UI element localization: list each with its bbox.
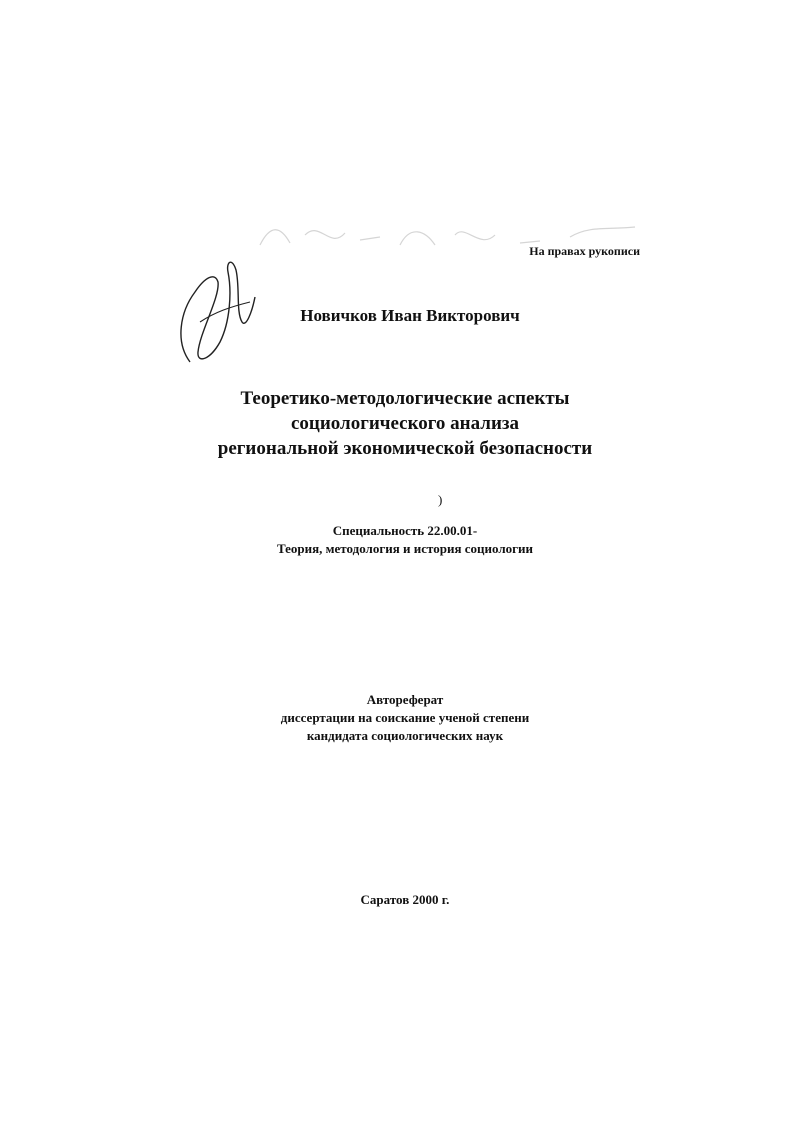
specialty-block (200, 522, 610, 558)
dissertation-title (150, 386, 660, 461)
manuscript-rights-note: На правах рукописи (529, 244, 640, 258)
abstract-line: Автореферат (366, 692, 444, 707)
specialty-name: Теория, методология и история социологии (276, 541, 533, 556)
city-year: Саратов 2000 г. (360, 892, 450, 907)
author-signature (170, 252, 260, 372)
title-line: социологического анализа (290, 413, 520, 434)
title-line: Теоретико-методологические аспекты (240, 388, 570, 409)
abstract-line: диссертации на соискание ученой степени (280, 710, 530, 725)
abstract-block (200, 691, 610, 745)
title-line: региональной экономической безопасности (217, 438, 593, 459)
abstract-line: кандидата социологических наук (306, 728, 504, 743)
author-name: Новичков Иван Викторович (300, 306, 520, 325)
stray-mark: ) (438, 492, 443, 507)
specialty-code: Специальность 22.00.01- (332, 523, 478, 538)
